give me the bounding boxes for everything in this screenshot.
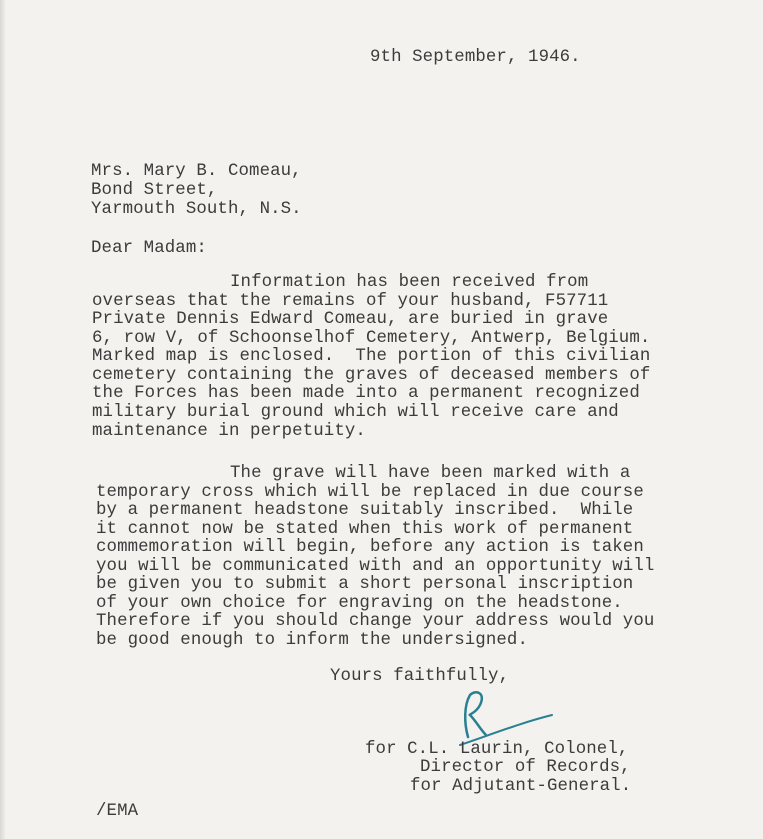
text-line: be given you to submit a short personal inscription: [96, 575, 634, 594]
signature-line: for C.L. Laurin, Colonel,: [365, 740, 629, 759]
text-line: the Forces has been made into a permanent recognized: [92, 384, 640, 403]
recipient-line: Yarmouth South, N.S.: [91, 200, 302, 219]
text-line: commemoration will begin, before any action is taken: [96, 538, 644, 557]
salutation: Dear Madam:: [91, 239, 207, 258]
recipient-line: Bond Street,: [91, 181, 218, 200]
reference-initials: /EMA: [96, 802, 139, 821]
text-line: Information has been received from: [230, 273, 589, 292]
text-line: it cannot now be stated when this work of permanent: [96, 520, 634, 539]
letter-date: 9th September, 1946.: [370, 48, 581, 67]
text-line: cemetery containing the graves of deceased members of: [92, 366, 651, 385]
text-line: Marked map is enclosed. The portion of this civilian: [92, 347, 651, 366]
page-edge-shadow: [0, 0, 6, 839]
text-line: maintenance in perpetuity.: [92, 422, 366, 441]
text-line: Private Dennis Edward Comeau, are buried in grave: [92, 310, 609, 329]
signature-line: for Adjutant-General.: [410, 777, 632, 796]
text-line: Therefore if you should change your address would you: [96, 612, 655, 631]
text-line: by a permanent headstone suitably inscribed. While: [96, 501, 634, 520]
text-line: you will be communicated with and an opportunity will: [96, 557, 655, 576]
text-line: of your own choice for engraving on the headstone.: [96, 594, 623, 613]
text-line: The grave will have been marked with a: [230, 464, 631, 483]
text-line: be good enough to inform the undersigned.: [96, 631, 528, 650]
text-line: overseas that the remains of your husband, F57711: [92, 292, 609, 311]
text-line: military burial ground which will receive care and: [92, 403, 619, 422]
closing: Yours faithfully,: [330, 667, 510, 686]
recipient-line: Mrs. Mary B. Comeau,: [91, 162, 302, 181]
text-line: temporary cross which will be replaced in due course: [96, 483, 644, 502]
text-line: 6, row V, of Schoonselhof Cemetery, Antwerp, Belgium.: [92, 329, 651, 348]
signature-line: Director of Records,: [420, 758, 631, 777]
